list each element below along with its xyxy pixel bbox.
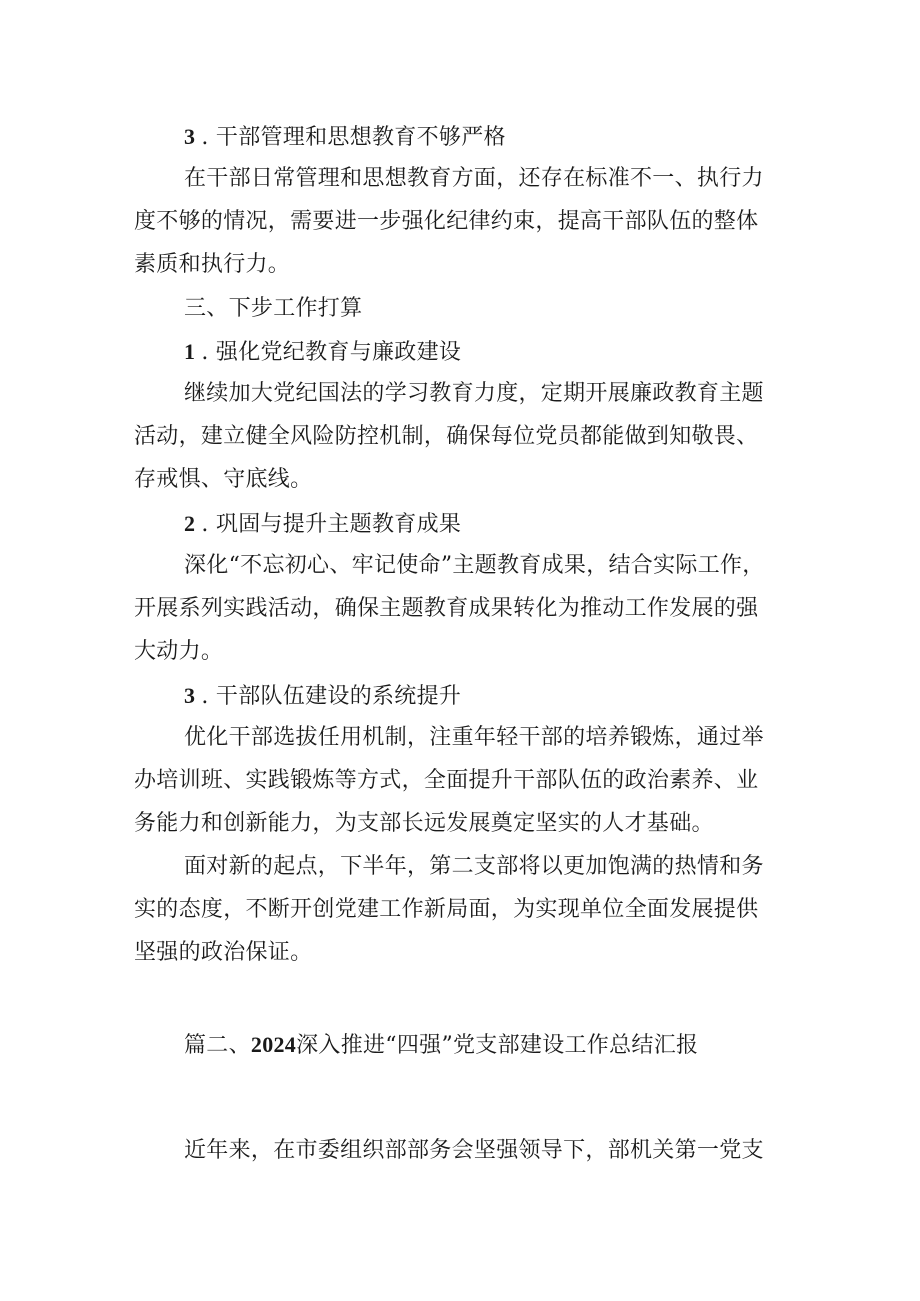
paragraph-line: 活动，建立健全风险防控机制，确保每位党员都能做到知敬畏、 (134, 424, 759, 449)
heading-number: 1 (184, 339, 196, 364)
heading-party-discipline (184, 337, 461, 368)
article-title (184, 1030, 698, 1061)
article-title-prefix: 篇二、 (184, 1033, 251, 1058)
paragraph-line: 近年来，在市委组织部部务会坚强领导下，部机关第一党支 (184, 1138, 764, 1163)
article-title-rest: 深入推进“四强”党支部建设工作总结汇报 (296, 1033, 699, 1058)
paragraph-line: 面对新的起点，下半年，第二支部将以更加饱满的热情和务 (184, 854, 764, 879)
paragraph-line: 务能力和创新能力，为支部长远发展奠定坚实的人才基础。 (134, 811, 714, 836)
paragraph-line: 素质和执行力。 (134, 252, 291, 277)
paragraph-line: 优化干部选拔任用机制，注重年轻干部的培养锻炼，通过举 (184, 725, 764, 750)
heading-cadre-team-building (184, 681, 461, 712)
heading-cadre-management (184, 122, 506, 153)
heading-number: 3 (184, 683, 196, 708)
heading-text: . 强化党纪教育与廉政建设 (201, 340, 462, 365)
heading-text: . 巩固与提升主题教育成果 (201, 512, 462, 537)
heading-number: 2 (184, 511, 196, 536)
heading-text: . 干部管理和思想教育不够严格 (201, 125, 506, 150)
heading-theme-education (184, 509, 461, 540)
heading-text: . 干部队伍建设的系统提升 (201, 684, 462, 709)
paragraph-line: 深化“不忘初心、牢记使命”主题教育成果，结合实际工作， (184, 553, 765, 578)
heading-number: 3 (184, 124, 196, 149)
paragraph-line: 开展系列实践活动，确保主题教育成果转化为推动工作发展的强 (134, 596, 759, 621)
paragraph-line: 大动力。 (134, 639, 224, 664)
paragraph-line: 度不够的情况，需要进一步强化纪律约束，提高干部队伍的整体 (134, 209, 759, 234)
paragraph-line: 继续加大党纪国法的学习教育力度，定期开展廉政教育主题 (184, 381, 764, 406)
paragraph-line: 办培训班、实践锻炼等方式，全面提升干部队伍的政治素养、业 (134, 768, 759, 793)
paragraph-line: 坚强的政治保证。 (134, 940, 313, 965)
section-heading-next-steps: 三、下步工作打算 (184, 296, 363, 321)
paragraph-line: 存戒惧、守底线。 (134, 467, 313, 492)
article-title-year: 2024 (250, 1032, 297, 1057)
paragraph-line: 实的态度，不断开创党建工作新局面，为实现单位全面发展提供 (134, 897, 759, 922)
paragraph-line: 在干部日常管理和思想教育方面，还存在标准不一、执行力 (184, 166, 764, 191)
